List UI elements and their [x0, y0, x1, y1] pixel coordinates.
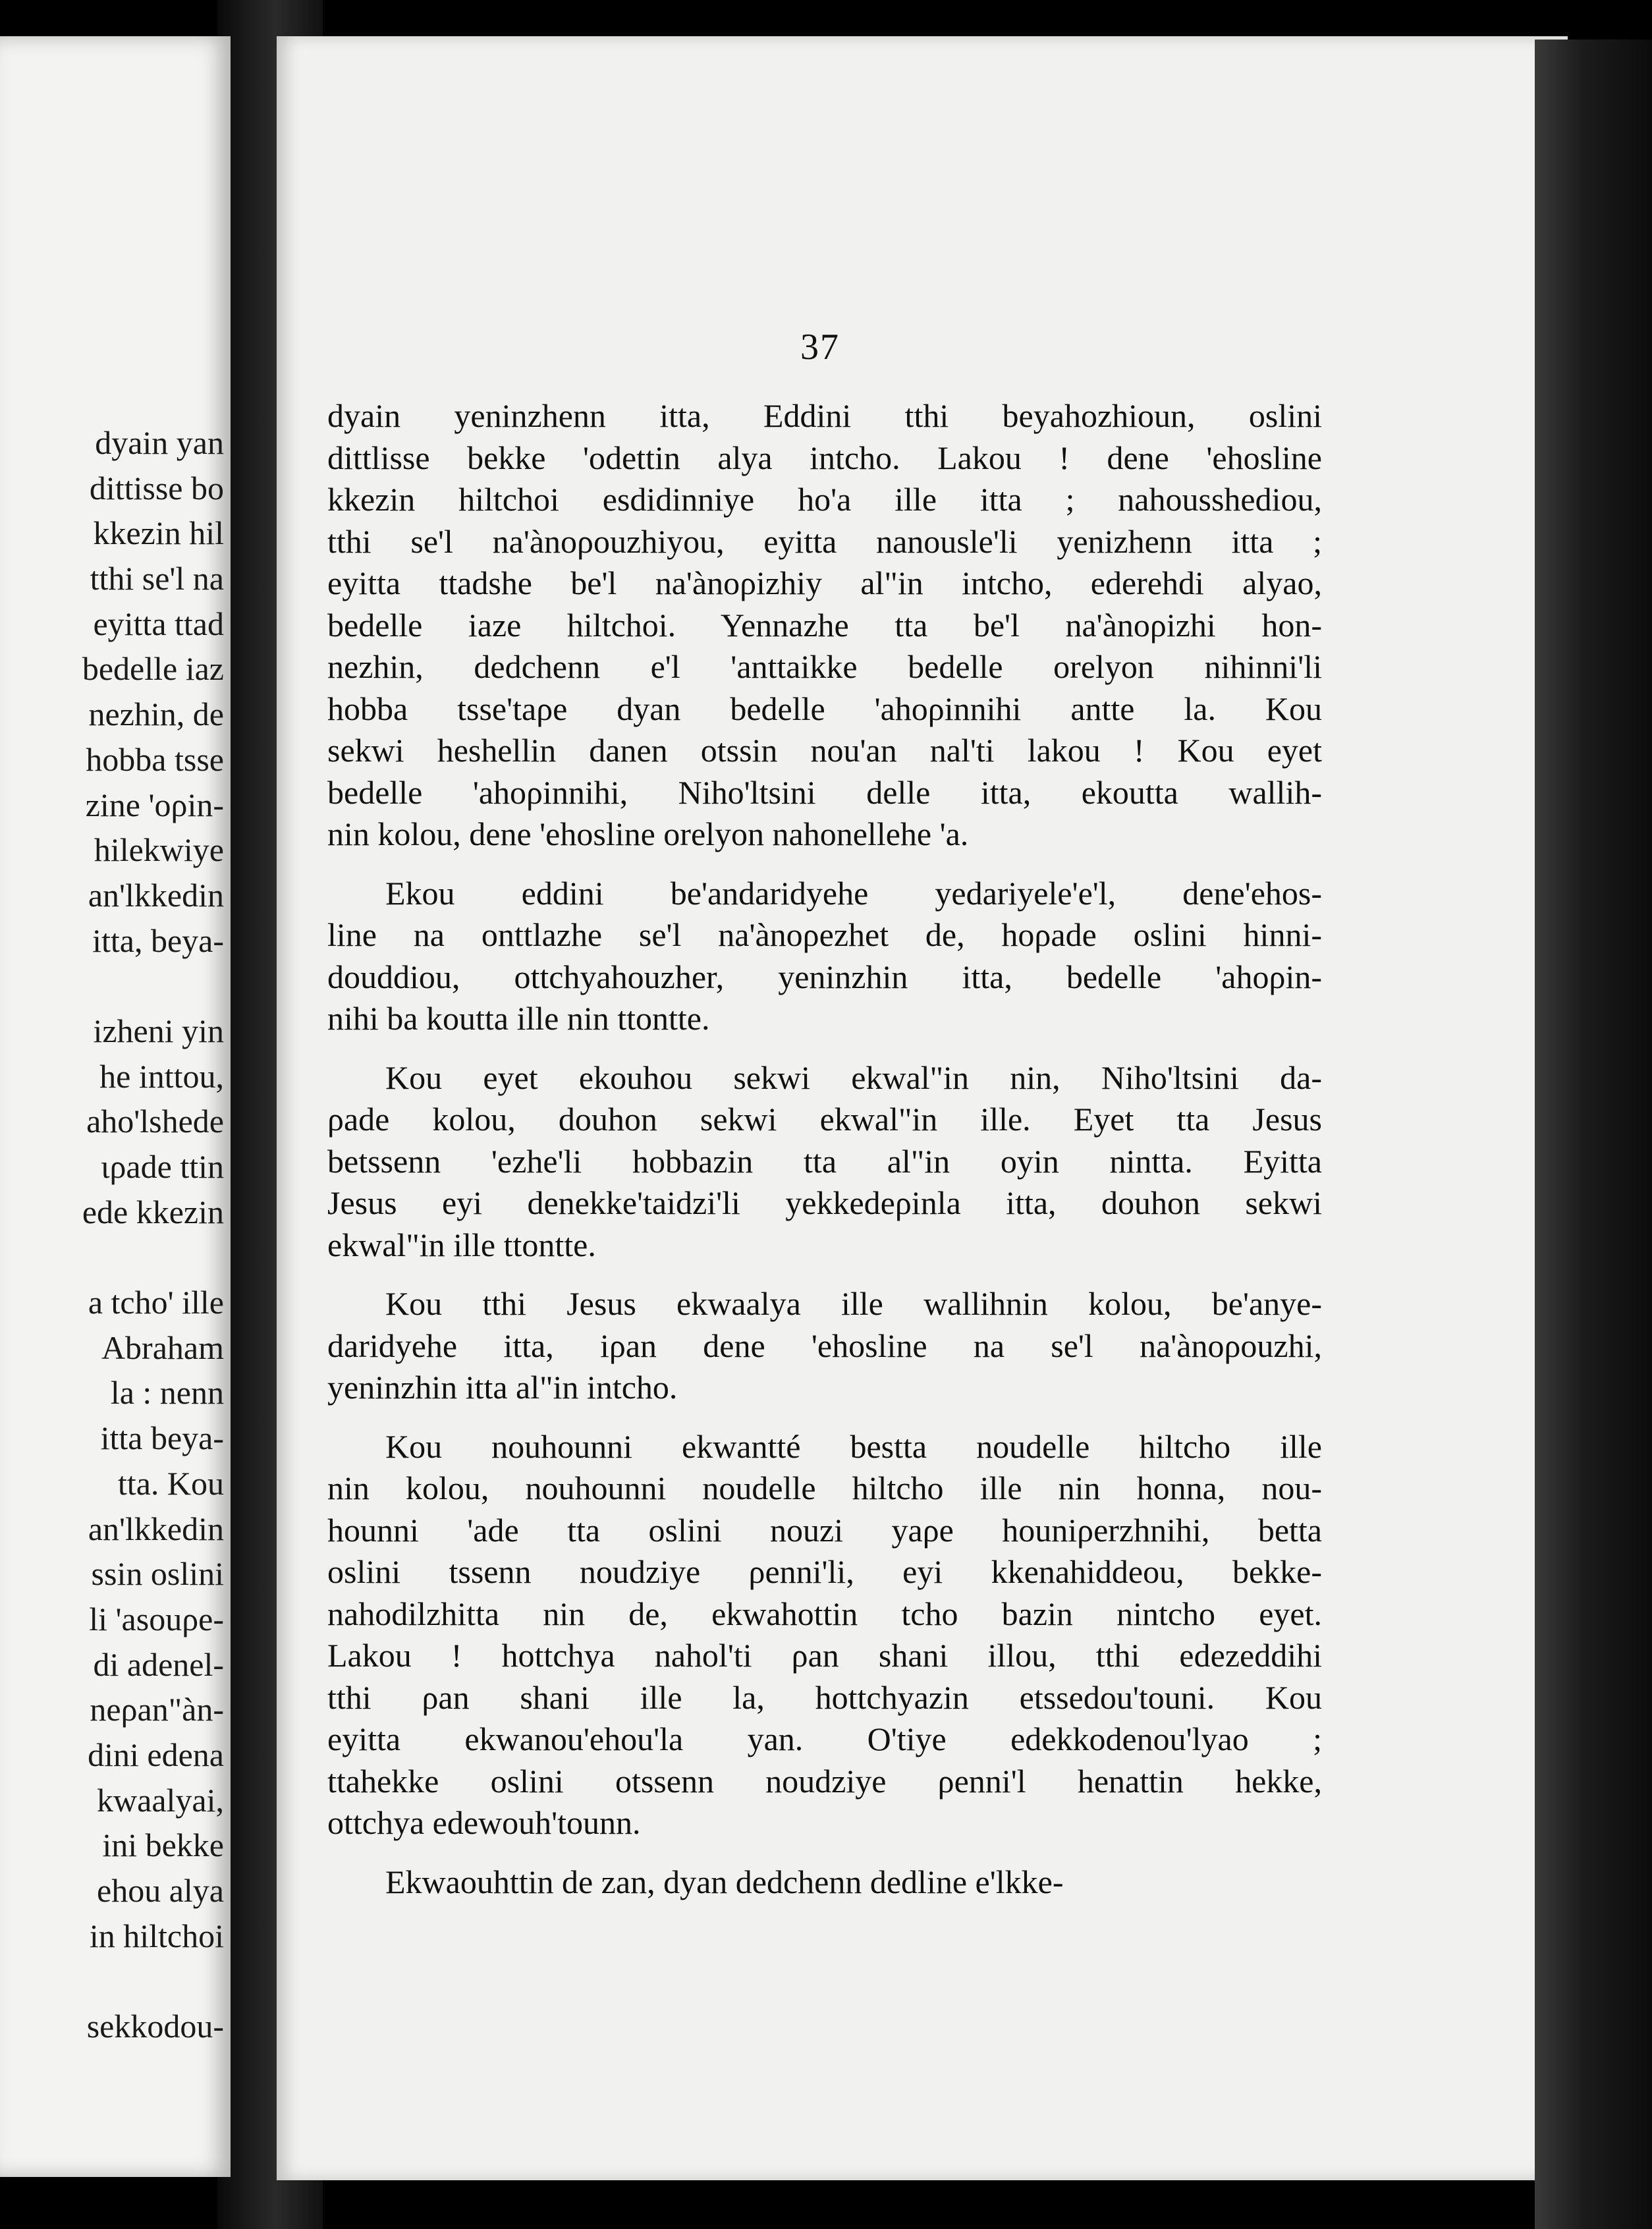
left-line: la : nenn: [110, 1374, 224, 1412]
text-line: line na onttlazhe se'l na'ànoρezhet de, hoρade oslini hinni-: [327, 916, 1322, 953]
text-line: dittlisse bekke 'odettin alya intcho. Lakou ! dene 'ehosline: [327, 439, 1322, 476]
text-line: yeninzhin itta al"in intcho.: [327, 1369, 678, 1406]
left-line: di adenel-: [93, 1645, 224, 1683]
left-line: eyitta ttad: [93, 605, 224, 642]
left-line: dini edena: [88, 1736, 224, 1773]
left-line: itta, beya-: [92, 922, 224, 959]
left-line: ini bekke: [102, 1827, 224, 1864]
text-line: hounni 'ade tta oslini nouzi yaρe houniρerzhnihi, betta: [327, 1511, 1322, 1549]
text-line: ottchya edewouh'tounn.: [327, 1804, 641, 1841]
left-line: ιρade ttin: [101, 1148, 224, 1185]
left-line: bedelle iaz: [82, 650, 224, 688]
left-line: aho'lshede: [86, 1103, 224, 1140]
text-line: eyitta ekwanou'ehou'la yan. O'tiye edekkodenou'lyao ;: [327, 1720, 1322, 1757]
text-line: kkezin hiltchoi esdidinniye ho'a ille itta ; nahousshediou,: [327, 481, 1322, 518]
text-line: Lakou ! hottchya nahol'ti ρan shani illou, tthi edezeddihi: [327, 1637, 1322, 1674]
text-line: bedelle iaze hiltchoi. Yennazhe tta be'l na'ànoρizhi hon-: [327, 606, 1322, 644]
text-line: eyitta ttadshe be'l na'ànoρizhiy al"in intcho, ederehdi alyao,: [327, 564, 1322, 601]
text-line: sekwi heshellin danen otssin nou'an nal'ti lakou ! Kou eyet: [327, 732, 1322, 769]
left-line: [0, 1234, 224, 1280]
text-line: nahodilzhitta nin de, ekwahottin tcho bazin nintcho eyet.: [327, 1595, 1322, 1632]
paragraph: [327, 395, 1322, 856]
left-line: a tcho' ille: [88, 1284, 224, 1321]
text-line: ρade kolou, douhon sekwi ekwal"in ille. Eyet tta Jesus: [327, 1101, 1322, 1138]
left-line: he inttou,: [99, 1057, 224, 1095]
text-line: betssenn 'ezhe'li hobbazin tta al"in oyin nintta. Eyitta: [327, 1142, 1322, 1180]
paragraph: [327, 873, 1322, 1040]
page-body: [327, 395, 1322, 1920]
text-line: douddiou, ottchyahouzher, yeninzhin itta, bedelle 'ahoρin-: [327, 958, 1322, 995]
text-line: Kou tthi Jesus ekwaalya ille wallihnin kolou, be'anye-: [385, 1285, 1322, 1322]
left-line: dyain yan: [95, 424, 224, 461]
text-line: ekwal"in ille ttontte.: [327, 1226, 596, 1263]
text-line: Ekou eddini be'andaridyehe yedariyele'e'l, dene'ehos-: [385, 874, 1322, 912]
paragraph: [327, 1426, 1322, 1844]
left-line: kkezin hil: [93, 514, 224, 552]
left-line: kwaalyai,: [97, 1781, 224, 1819]
text-line: oslini tssenn noudziye ρenni'li, eyi kkenahiddeou, bekke-: [327, 1553, 1322, 1590]
left-line: an'lkkedin: [88, 1510, 224, 1547]
left-line: sekkodou-: [86, 2008, 224, 2045]
text-line: Jesus eyi denekke'taidzi'li yekkedeρinla itta, douhon sekwi: [327, 1184, 1322, 1221]
paragraph: [327, 1283, 1322, 1409]
text-line: Kou eyet ekouhou sekwi ekwal"in nin, Niho'ltsini da-: [385, 1059, 1322, 1096]
left-line: in hiltchoi: [89, 1917, 224, 1954]
left-line: tthi se'l na: [90, 560, 224, 597]
left-line: hobba tsse: [86, 740, 224, 778]
text-line: tthi se'l na'ànoρouzhiyou, eyitta nanousle'li yenizhenn itta ;: [327, 522, 1322, 560]
text-line: nezhin, dedchenn e'l 'anttaikke bedelle orelyon nihinni'li: [327, 648, 1322, 685]
text-line: nin kolou, dene 'ehosline orelyon nahonellehe 'a.: [327, 815, 969, 852]
text-line: ttahekke oslini otssenn noudziye ρenni'l henattin hekke,: [327, 1762, 1322, 1800]
left-line: an'lkkedin: [88, 876, 224, 914]
text-line: Ekwaouhttin de zan, dyan dedchenn dedline e'lkke-: [385, 1863, 1064, 1900]
text-line: dyain yeninzhenn itta, Eddini tthi beyahozhioun, oslini: [327, 397, 1322, 434]
left-line: neρan"àn-: [90, 1691, 224, 1728]
text-line: nin kolou, nouhounni noudelle hiltcho ille nin honna, nou-: [327, 1470, 1322, 1506]
left-line: [0, 963, 224, 1008]
text-line: tthi ρan shani ille la, hottchyazin etssedou'touni. Kou: [327, 1678, 1322, 1716]
left-line: hilekwiye: [94, 831, 224, 869]
left-line: ssin oslini: [91, 1555, 224, 1593]
left-line: ede kkezin: [82, 1193, 224, 1230]
paragraph: [327, 1057, 1322, 1267]
left-line: Abraham: [101, 1329, 224, 1366]
left-line: nezhin, de: [88, 696, 224, 733]
left-line: izheni yin: [93, 1012, 224, 1049]
text-line: bedelle 'ahoρinnihi, Niho'ltsini delle itta, ekoutta wallih-: [327, 773, 1322, 811]
left-line: tta. Kou: [117, 1464, 224, 1502]
text-line: hobba tsse'taρe dyan bedelle 'ahoρinnihi antte la. Kou: [327, 690, 1322, 727]
left-line: zine 'oρin-: [85, 786, 224, 823]
left-page-text: [0, 420, 224, 2049]
page-number: 37: [800, 327, 840, 368]
left-page: [0, 36, 231, 2177]
left-line: li 'asouρe-: [89, 1600, 224, 1637]
text-line: daridyehe itta, iρan dene 'ehosline na se'l na'ànoρouzhi,: [327, 1327, 1322, 1364]
paragraph: [327, 1861, 1322, 1904]
text-line: Kou nouhounni ekwantté bestta noudelle hiltcho ille: [385, 1427, 1322, 1465]
left-line: itta beya-: [100, 1419, 224, 1457]
left-line: ehou alya: [97, 1872, 224, 1909]
left-line: dittisse bo: [89, 469, 224, 507]
book-right-edge: [1535, 40, 1652, 2229]
left-line: [0, 1958, 224, 2004]
text-line: nihi ba koutta ille nin ttontte.: [327, 1000, 710, 1037]
